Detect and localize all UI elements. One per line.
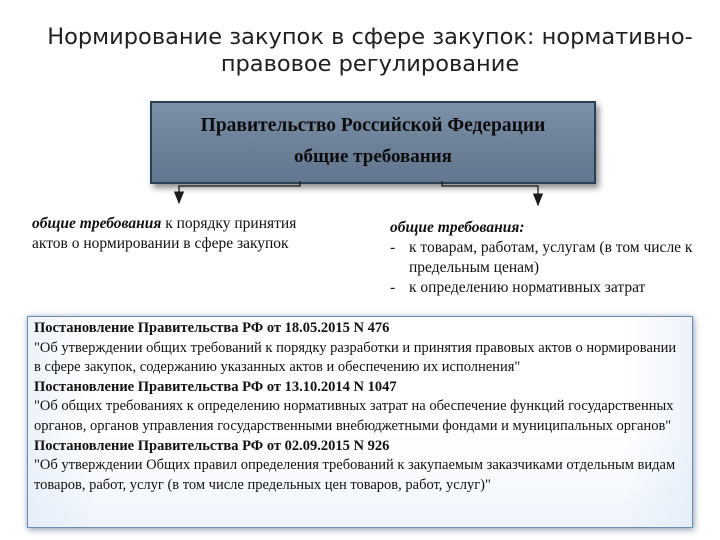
document-reference: Постановление Правительства РФ от 02.09.2015 N 926 [34,437,390,454]
document-description: "Об утверждении общих требований к порядку разработки и принятия правовых актов о нормировании в сфере закупок, содержанию указанных актов и обеспечению их исполнения" [34,339,677,376]
arrow-right [442,181,538,205]
document-description: "Об утверждении Общих правил определения требований к закупаемым заказчиками отдельным видам товаров, работ, услуг (в том числе предельных цен товаров, работ, услуг)" [34,457,676,493]
left-requirements-emphasis: общие требования [32,215,162,232]
slide-title-line-1: Нормирование закупок в сфере закупок: нормативно- [47,24,693,50]
left-requirements-line-1 [32,214,352,234]
slide-title-line-2: правовое регулирование [220,51,520,77]
government-box-subtitle: общие требования [294,146,452,167]
regulations-box [27,316,693,528]
arrow-left [179,181,300,203]
right-requirements-list [390,238,710,298]
left-requirements-text-2: актов о нормировании в сфере закупок [32,235,289,252]
right-requirements-block [390,218,710,298]
government-box-title: Правительство Российской Федерации [200,115,546,136]
list-item: - к определению нормативных затрат [390,278,710,298]
document-reference: Постановление Правительства РФ от 13.10.2014 N 1047 [34,378,397,395]
list-item: - к товарам, работам, услугам (в том числе к предельным ценам) [390,238,710,278]
right-requirements-emphasis: общие требования: [390,219,525,236]
left-requirements-text-1: к порядку принятия [161,215,297,232]
left-requirements-block [32,214,352,254]
document-reference: Постановление Правительства РФ от 18.05.2015 N 476 [34,320,390,336]
document-description: "Об общих требованиях к определению нормативных затрат на обеспечение функций государственных органов, органов управления государственными внебюджетными фондами и муниципальных органов" [34,398,674,434]
